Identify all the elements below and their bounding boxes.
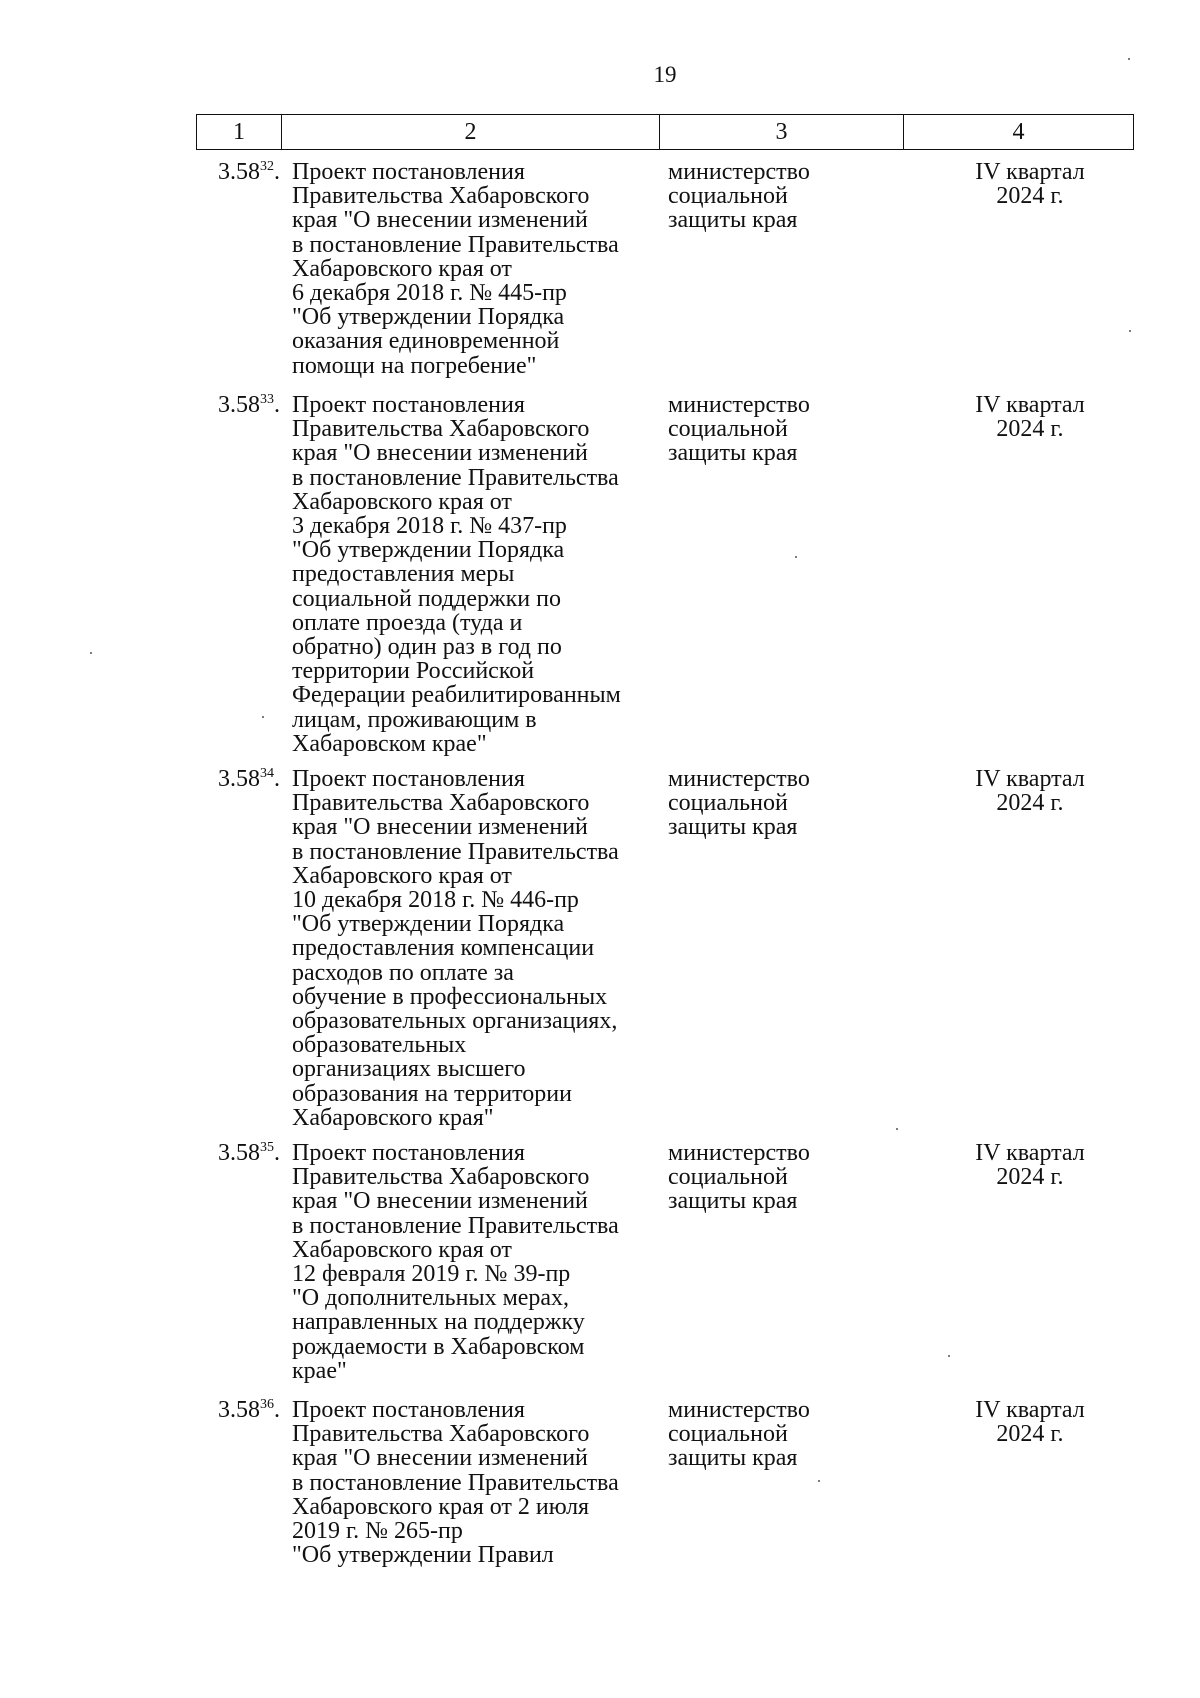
document-title-line: 6 декабря 2018 г. № 445-пр xyxy=(292,280,567,307)
document-title-line: предоставления меры xyxy=(292,561,515,588)
deadline-line: IV квартал xyxy=(975,1140,1085,1166)
document-title-line: Хабаровского края от xyxy=(292,862,512,889)
document-title-line: Правительства Хабаровского xyxy=(292,416,590,443)
deadline-line: 2024 г. xyxy=(996,416,1064,443)
document-title-line: в постановление Правительства xyxy=(292,464,619,491)
header-col-4: 4 xyxy=(903,115,1133,149)
responsible-executor xyxy=(668,767,908,840)
deadline xyxy=(920,393,1140,441)
item-number-main: 3.58 xyxy=(218,1140,260,1166)
item-number-main: 3.58 xyxy=(218,1397,260,1423)
executor-line: защиты края xyxy=(668,814,798,841)
document-title-line: края "О внесении изменений xyxy=(292,1188,588,1215)
item-number-tail: . xyxy=(274,766,280,792)
document-title-line: Проект постановления xyxy=(292,392,525,418)
item-number-tail: . xyxy=(274,1397,280,1423)
document-title-line: Проект постановления xyxy=(292,1397,525,1423)
document-title-line: 2019 г. № 265-пр xyxy=(292,1518,463,1545)
deadline-line: IV квартал xyxy=(975,392,1085,418)
scan-speck xyxy=(1129,330,1131,332)
document-title-line: территории Российской xyxy=(292,658,535,685)
item-number xyxy=(196,393,280,417)
document-title-line: Хабаровского края" xyxy=(292,1104,494,1131)
document-title xyxy=(292,767,662,1130)
deadline-line: 2024 г. xyxy=(996,790,1064,817)
executor-line: защиты края xyxy=(668,1188,798,1215)
document-title-line: Проект постановления xyxy=(292,159,525,185)
document-title-line: помощи на погребение" xyxy=(292,352,537,379)
item-number xyxy=(196,767,280,791)
document-title-line: "Об утверждении Порядка xyxy=(292,537,565,564)
document-title-line: Хабаровского края от xyxy=(292,255,512,282)
deadline-line: IV квартал xyxy=(975,1397,1085,1423)
page-number: 19 xyxy=(653,62,677,87)
document-title-line: Хабаровского края от xyxy=(292,488,512,515)
document-title-line: Хабаровского края от 2 июля xyxy=(292,1493,590,1520)
document-title-line: края "О внесении изменений xyxy=(292,207,588,234)
scan-speck xyxy=(795,556,797,558)
document-title-line: Хабаровском крае" xyxy=(292,730,487,757)
responsible-executor xyxy=(668,393,908,466)
document-title-line: социальной поддержки по xyxy=(292,585,561,612)
document-title-line: предоставления компенсации xyxy=(292,935,595,962)
document-title xyxy=(292,160,662,378)
document-title-line: рождаемости в Хабаровском xyxy=(292,1333,585,1360)
scan-speck xyxy=(896,1128,898,1130)
document-title-line: обратно) один раз в год по xyxy=(292,634,562,661)
executor-line: министерство xyxy=(668,1397,810,1423)
executor-line: социальной xyxy=(668,790,788,817)
deadline xyxy=(920,160,1140,208)
document-title-line: Проект постановления xyxy=(292,1140,525,1166)
executor-line: министерство xyxy=(668,766,810,792)
scan-speck xyxy=(948,1355,950,1357)
document-title-line: края "О внесении изменений xyxy=(292,440,588,467)
header-col-1: 1 xyxy=(233,119,245,145)
responsible-executor xyxy=(668,1141,908,1214)
item-number xyxy=(196,1398,280,1422)
item-number-superscript: 32 xyxy=(260,159,274,174)
header-col-3: 3 xyxy=(659,115,903,149)
document-title-line: образовательных организациях, xyxy=(292,1008,618,1035)
document-title-line: расходов по оплате за xyxy=(292,959,514,986)
document-title-line: в постановление Правительства xyxy=(292,1212,619,1239)
scan-speck xyxy=(262,716,264,718)
document-title-line: в постановление Правительства xyxy=(292,1469,619,1496)
executor-line: социальной xyxy=(668,1164,788,1191)
item-number-tail: . xyxy=(274,1140,280,1166)
document-title-line: "Об утверждении Порядка xyxy=(292,304,565,331)
document-title-line: Федерации реабилитированным xyxy=(292,682,621,709)
document-title-line: Правительства Хабаровского xyxy=(292,183,590,210)
document-title-line: "Об утверждении Правил xyxy=(292,1542,554,1569)
document-title-line: Правительства Хабаровского xyxy=(292,1164,590,1191)
executor-line: социальной xyxy=(668,1421,788,1448)
document-title-line: направленных на поддержку xyxy=(292,1309,585,1336)
deadline-line: IV квартал xyxy=(975,766,1085,792)
document-title-line: Правительства Хабаровского xyxy=(292,1421,590,1448)
deadline-line: 2024 г. xyxy=(996,1164,1064,1191)
document-title xyxy=(292,1398,662,1567)
item-number xyxy=(196,1141,280,1165)
document-title-line: края "О внесении изменений xyxy=(292,814,588,841)
document-title-line: обучение в профессиональных xyxy=(292,983,608,1010)
item-number-tail: . xyxy=(274,159,280,185)
document-title xyxy=(292,393,662,756)
item-number-main: 3.58 xyxy=(218,392,260,418)
executor-line: социальной xyxy=(668,416,788,443)
item-number-superscript: 34 xyxy=(260,766,274,781)
document-title-line: Проект постановления xyxy=(292,766,525,792)
document-title-line: "О дополнительных мерах, xyxy=(292,1285,570,1312)
header-col-2: 2 xyxy=(281,115,659,149)
executor-line: министерство xyxy=(668,159,810,185)
item-number-superscript: 35 xyxy=(260,1140,274,1155)
document-title-line: Правительства Хабаровского xyxy=(292,790,590,817)
item-number-main: 3.58 xyxy=(218,159,260,185)
document-title-line: 10 декабря 2018 г. № 446-пр xyxy=(292,887,579,914)
item-number-main: 3.58 xyxy=(218,766,260,792)
executor-line: министерство xyxy=(668,1140,810,1166)
item-number-tail: . xyxy=(274,392,280,418)
document-title-line: Хабаровского края от xyxy=(292,1236,512,1263)
executor-line: министерство xyxy=(668,392,810,418)
table-header xyxy=(196,114,1134,150)
document-title-line: крае" xyxy=(292,1357,347,1384)
document-title-line: оплате проезда (туда и xyxy=(292,609,523,636)
document-title-line: в постановление Правительства xyxy=(292,838,619,865)
executor-line: социальной xyxy=(668,183,788,210)
responsible-executor xyxy=(668,160,908,233)
document-title-line: края "О внесении изменений xyxy=(292,1445,588,1472)
executor-line: защиты края xyxy=(668,440,798,467)
item-number-superscript: 33 xyxy=(260,392,274,407)
deadline-line: 2024 г. xyxy=(996,183,1064,210)
deadline xyxy=(920,767,1140,815)
document-title-line: 3 декабря 2018 г. № 437-пр xyxy=(292,513,567,540)
document-title-line: образовательных xyxy=(292,1032,467,1059)
scan-speck xyxy=(818,1480,820,1482)
document-title-line: "Об утверждении Порядка xyxy=(292,911,565,938)
document-title-line: организациях высшего xyxy=(292,1056,526,1083)
document-title-line: образования на территории xyxy=(292,1080,572,1107)
deadline xyxy=(920,1141,1140,1189)
scan-speck xyxy=(90,652,92,654)
item-number xyxy=(196,160,280,184)
document-title-line: лицам, проживающим в xyxy=(292,706,537,733)
scan-speck xyxy=(1128,58,1130,60)
executor-line: защиты края xyxy=(668,1445,798,1472)
document-title xyxy=(292,1141,662,1383)
document-title-line: 12 февраля 2019 г. № 39-пр xyxy=(292,1261,571,1288)
item-number-superscript: 36 xyxy=(260,1397,274,1412)
deadline xyxy=(920,1398,1140,1446)
deadline-line: 2024 г. xyxy=(996,1421,1064,1448)
deadline-line: IV квартал xyxy=(975,159,1085,185)
executor-line: защиты края xyxy=(668,207,798,234)
document-title-line: оказания единовременной xyxy=(292,328,560,355)
responsible-executor xyxy=(668,1398,908,1471)
document-title-line: в постановление Правительства xyxy=(292,231,619,258)
